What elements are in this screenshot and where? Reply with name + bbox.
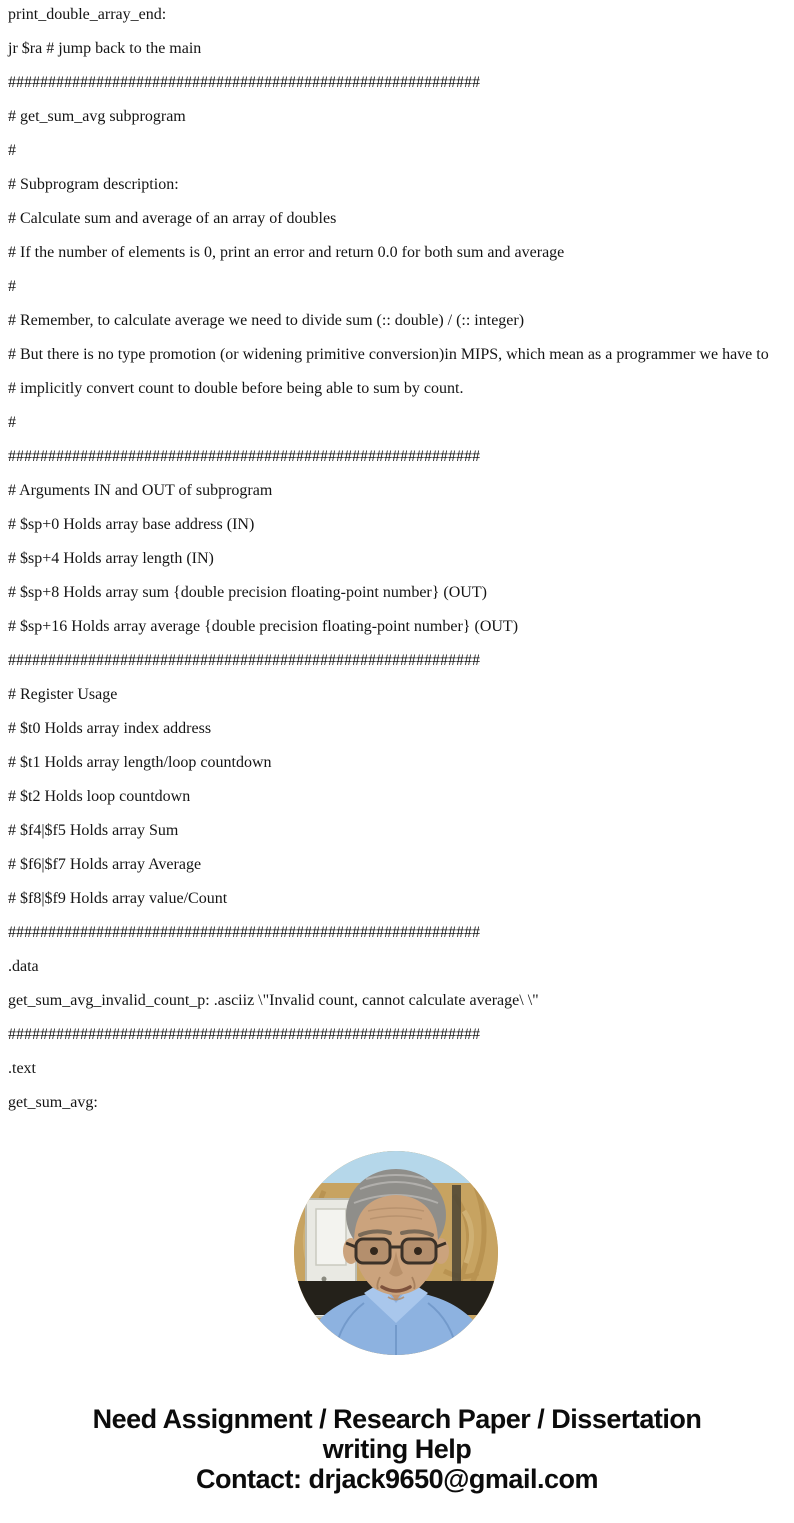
code-line: # implicitly convert count to double before being able to sum by count. bbox=[8, 380, 464, 397]
frame-edge bbox=[452, 1185, 461, 1289]
code-line: get_sum_avg: bbox=[8, 1094, 98, 1111]
code-line: # $sp+0 Holds array base address (IN) bbox=[8, 516, 255, 533]
code-line: ########################################################### bbox=[8, 924, 480, 941]
code-line: jr $ra # jump back to the main bbox=[8, 40, 202, 57]
code-line: # But there is no type promotion (or widening primitive conversion)in MIPS, which mean as a programmer we have to bbox=[8, 346, 769, 363]
code-line: print_double_array_end: bbox=[8, 6, 167, 23]
promo-heading-line2: writing Help bbox=[322, 1434, 472, 1464]
code-line: # $sp+8 Holds array sum {double precision floating-point number} (OUT) bbox=[8, 584, 487, 601]
code-line: # Register Usage bbox=[8, 686, 118, 703]
code-line: ########################################################### bbox=[8, 652, 480, 669]
presenter-avatar bbox=[294, 1151, 498, 1355]
code-line: .text bbox=[8, 1060, 36, 1077]
promo-banner bbox=[0, 1404, 794, 1494]
code-line: # $t2 Holds loop countdown bbox=[8, 788, 191, 805]
code-line: # If the number of elements is 0, print an error and return 0.0 for both sum and average bbox=[8, 244, 565, 261]
promo-heading-line1: Need Assignment / Research Paper / Dissertation bbox=[92, 1404, 702, 1434]
code-line: # $f4|$f5 Holds array Sum bbox=[8, 822, 179, 839]
code-line: # $t0 Holds array index address bbox=[8, 720, 212, 737]
code-listing bbox=[8, 0, 790, 1120]
code-line: # bbox=[8, 414, 16, 431]
code-line: # $sp+16 Holds array average {double precision floating-point number} (OUT) bbox=[8, 618, 519, 635]
code-line: # bbox=[8, 278, 16, 295]
promo-contact: Contact: drjack9650@gmail.com bbox=[196, 1464, 598, 1494]
code-line: # Subprogram description: bbox=[8, 176, 179, 193]
presenter-portrait-illustration bbox=[294, 1151, 498, 1355]
code-line: .data bbox=[8, 958, 39, 975]
code-line: # bbox=[8, 142, 16, 159]
code-line: get_sum_avg_invalid_count_p: .asciiz \"Invalid count, cannot calculate average\ \" bbox=[8, 992, 539, 1009]
code-line: # get_sum_avg subprogram bbox=[8, 108, 186, 125]
code-line: # $t1 Holds array length/loop countdown bbox=[8, 754, 272, 771]
eye-right bbox=[414, 1247, 422, 1255]
code-line: ########################################################### bbox=[8, 74, 480, 91]
code-line: # $sp+4 Holds array length (IN) bbox=[8, 550, 214, 567]
code-line: # Remember, to calculate average we need to divide sum (:: double) / (:: integer) bbox=[8, 312, 525, 329]
code-line: ########################################################### bbox=[8, 448, 480, 465]
code-line: # Arguments IN and OUT of subprogram bbox=[8, 482, 273, 499]
code-line: # $f8|$f9 Holds array value/Count bbox=[8, 890, 228, 907]
code-line: ########################################################### bbox=[8, 1026, 480, 1043]
eye-left bbox=[370, 1247, 378, 1255]
code-line: # $f6|$f7 Holds array Average bbox=[8, 856, 202, 873]
code-line: # Calculate sum and average of an array of doubles bbox=[8, 210, 337, 227]
